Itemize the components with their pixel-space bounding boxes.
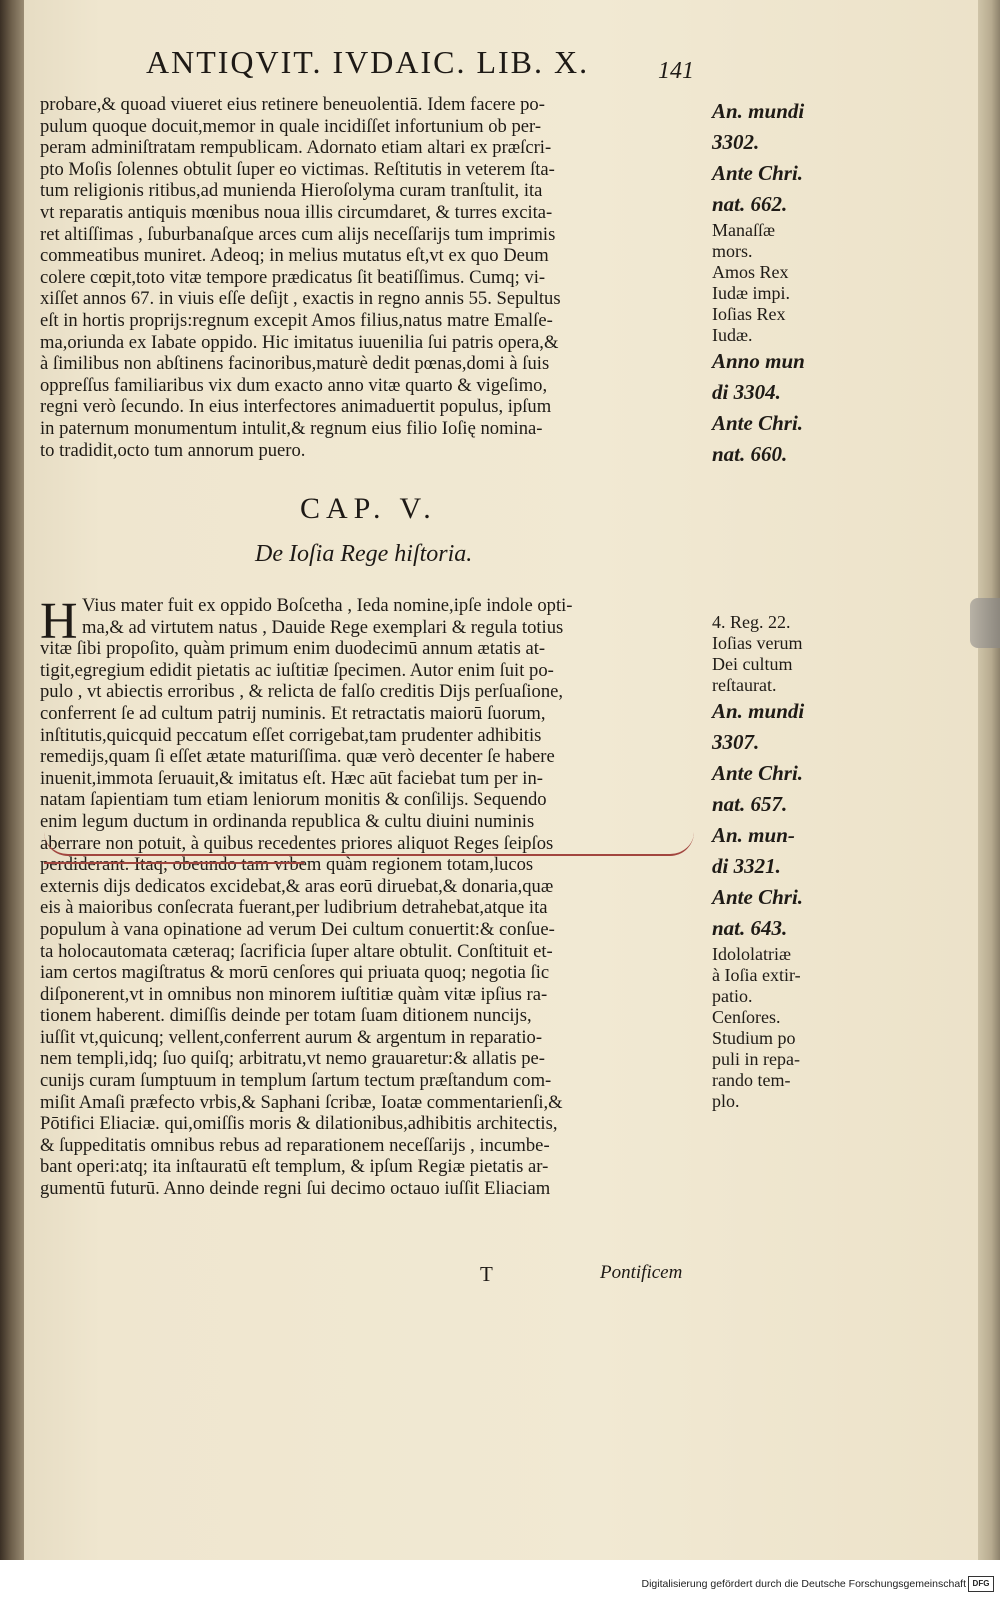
drop-cap: H <box>40 593 78 650</box>
text-line: iam certos magiſtratus & morū cenſores qui priuata quoq; negotia ſic <box>40 962 550 984</box>
text-line: nem templi,idq; ſuo quiſq; arbitratu,vt nemo grauaretur:& allatis pe- <box>40 1048 546 1070</box>
marginal-note: An. mundi <box>712 99 805 123</box>
text-line: remedijs,quam ſi eſſet ætate maturiſſima. quæ verò decenter ſe habere <box>40 746 555 768</box>
text-line: aberrare non potuit, à quibus recedentes priores aliquot Reges ſeipſos <box>40 832 554 854</box>
marginal-note: Iudæ. <box>712 325 753 345</box>
marginal-note: nat. 662. <box>712 192 788 216</box>
text-line: ma,& ad virtutem natus , Dauide Rege exemplari & regula totius <box>82 616 564 638</box>
marginal-note: nat. 657. <box>712 792 788 816</box>
marginal-note: patio. <box>712 986 753 1006</box>
running-title: ANTIQVIT. IVDAIC. LIB. X. <box>146 44 590 80</box>
marginal-note: Dei cultum <box>712 654 793 674</box>
marginal-note: 3302. <box>712 130 760 154</box>
text-line: vt reparatis antiquis mœnibus noua illis circumdaret, & turres excita- <box>40 201 553 223</box>
text-line: externis dijs dedicatos excidebat,& aras eorū diruebat,& donaria,quæ <box>40 875 554 897</box>
marginal-note: Ioſias Rex <box>712 304 786 324</box>
folio-number: 141 <box>658 58 694 84</box>
marginal-note: Ante Chri. <box>712 885 804 909</box>
text-line: commeatibus muniret. Adeoq; in melius mutatus eſt,vt ex quo Deum <box>40 245 549 267</box>
text-line: ta holocautomata cæteraq; ſacrificia ſuper altare obtulit. Conſtituit et- <box>40 940 553 962</box>
text-line: oppreſſus familiaribus vix dum exacto anno vitæ quarto & vigeſimo, <box>40 374 548 396</box>
text-line: pto Moſis ſolennes obtulit ſuper eo victimas. Reſtitutis in veterem ſta- <box>40 158 555 180</box>
marginal-note: Ante Chri. <box>712 411 804 435</box>
marginal-note: mors. <box>712 241 753 261</box>
text-line: tigit,egregium edidit pietatis ac iuſtitiæ ſpecimen. Autor enim ſuit po- <box>40 659 554 681</box>
text-line: populum à vana opinatione ad verum Dei cultum conuertit:& conſue- <box>40 918 555 940</box>
text-line: enim legum ductum in ordinanda republica & cultu diuini numinis <box>40 810 535 832</box>
text-line: cunijs curam ſumptuum in templum ſartum tectum præſtandum com- <box>40 1070 552 1092</box>
marginal-note: An. mundi <box>712 699 805 723</box>
marginal-note: Ante Chri. <box>712 761 804 785</box>
page-edge <box>978 0 1000 1560</box>
marginal-note: An. mun- <box>712 823 795 847</box>
marginal-note: Idololatriæ <box>712 944 791 964</box>
text-line: colere cœpit,toto vitæ tempore prædicatus ſit beatiſſimus. Cumq; vi- <box>40 266 546 288</box>
text-line: pulum quoque docuit,memor in quale incidiſſet infortunium ob per- <box>40 115 542 137</box>
marginal-notes-1 <box>712 96 842 470</box>
text-line: pulo , vt abiectis erroribus , & relicta de falſo creditis Dijs perſuaſione, <box>40 681 564 703</box>
text-line: bant operi:atq; ita inſtauratū eſt templum, & ipſum Regiæ pietatis ar- <box>40 1156 549 1178</box>
text-line: regni verò ſecundo. In eius interfectores animaduertit populus, ipſum <box>40 396 552 418</box>
text-line: diſponerent,vt in omnibus non minorem iuſtitiæ quàm vitæ ipſius ra- <box>40 983 548 1005</box>
marginal-note: Manaſſæ <box>712 220 775 240</box>
text-line: in paternum monumentum intulit,& regnum eius filio Ioſię nomina- <box>40 417 543 439</box>
marginal-note: di 3304. <box>712 380 781 404</box>
marginal-note: Amos Rex <box>712 262 789 282</box>
chapter-subtitle: De Ioſia Rege hiſtoria. <box>255 541 473 567</box>
text-block-2 <box>40 595 704 1200</box>
marginal-note: Ioſias verum <box>712 633 803 653</box>
text-line: eſt in hortis proprijs:regnum excepit Amos filius,natus matre Emalſe- <box>40 309 553 331</box>
text-line: Vius mater fuit ex oppido Boſcetha , Ieda nomine,ipſe indole opti- <box>82 595 573 616</box>
marginal-note: nat. 660. <box>712 442 788 466</box>
marginal-note: puli in repa- <box>712 1049 800 1069</box>
marginal-note: Studium po <box>712 1028 796 1048</box>
text-line: probare,& quoad viueret eius retinere beneuolentiā. Idem facere po- <box>40 94 545 115</box>
text-line: miſit Amaſi præfecto vrbis,& Saphani ſcribæ, Ioatæ commentarienſi,& <box>40 1091 563 1113</box>
dfg-logo: DFG <box>968 1576 994 1592</box>
text-line: tum religionis ritibus,ad munienda Hieroſolyma curam tranſtulit, ita <box>40 180 543 202</box>
text-block-1 <box>40 94 704 461</box>
text-line: peram adminiſtratam rempublicam. Adornato etiam altari ex præſcri- <box>40 137 552 159</box>
text-line: ma,oriunda ex Iabate oppido. Hic imitatus iuuenilia ſui patris opera,& <box>40 331 559 353</box>
text-line: natam ſapientiam tum etiam leniorum monitis & conſilijs. Sequendo <box>40 789 547 811</box>
marginal-note: plo. <box>712 1091 740 1111</box>
marginal-note: Iudæ impi. <box>712 283 791 303</box>
chapter-title: CAP. V. <box>300 492 437 525</box>
catchword: Pontificem <box>600 1262 683 1283</box>
marginal-note: reſtaurat. <box>712 675 777 695</box>
text-line: perdiderant. Itaq; obeundo tam vrbem quàm regionem totam,lucos <box>40 854 534 876</box>
text-line: & ſuppeditatis omnibus rebus ad reparationem neceſſarijs , incumbe- <box>40 1134 550 1156</box>
text-line: ret altiſſimas , ſuburbanaſque arces cum alijs neceſſarijs tum imprimis <box>40 223 556 245</box>
footer-credit: Digitalisierung gefördert durch die Deutsche Forschungsgemeinschaft <box>641 1578 966 1590</box>
text-line: eis à maioribus conſecrata fuerant,per ludibrium detrahebat,atque ita <box>40 897 548 919</box>
text-line: conferrent ſe ad cultum patrij numinis. Et retractatis maiorū ſuorum, <box>40 702 546 724</box>
text-line: inuenit,immota ſeruauit,& imitatus eſt. Hæc aūt faciebat tum per in- <box>40 767 543 789</box>
marginal-note: nat. 643. <box>712 916 788 940</box>
text-line: inſtitutis,quicquid peccatum eſſet corrigebat,tam prudenter adhibitis <box>40 724 542 746</box>
signature-mark: T <box>480 1262 493 1286</box>
footer-bar <box>0 1572 1000 1598</box>
marginal-note: Ante Chri. <box>712 161 804 185</box>
marginal-note: rando tem- <box>712 1070 791 1090</box>
text-line: iuſſit vt,quicunq; vellent,conferrent aurum & argentum in reparatio- <box>40 1026 543 1048</box>
marginal-note: Anno mun <box>712 349 805 373</box>
text-line: xiſſet annos 67. in viuis eſſe deſijt , exactis in regno annis 55. Sepultus <box>40 288 561 310</box>
marginal-note: 3307. <box>712 730 760 754</box>
marginal-note: à Ioſia extir- <box>712 965 801 985</box>
text-line: vitæ ſibi propoſito, quàm primum enim duodecimū annum ætatis at- <box>40 638 546 660</box>
text-line: tionem haberent. dimiſſis deinde per totam ſuam ditionem nuncijs, <box>40 1005 532 1027</box>
marginal-note: 4. Reg. 22. <box>712 612 791 632</box>
text-line: Pōtifici Eliaciæ. qui,omiſſis moris & dilationibus,adhibitis architectis, <box>40 1113 558 1135</box>
marginal-note: di 3321. <box>712 854 781 878</box>
book-clip <box>970 598 1000 648</box>
marginal-note: Cenſores. <box>712 1007 781 1027</box>
text-line: à ſimilibus non abſtinens facinoribus,maturè dedit pœnas,domi à ſuis <box>40 353 550 375</box>
text-line: gumentū futurū. Anno deinde regni ſui decimo octauo iuſſit Eliaciam <box>40 1178 551 1200</box>
text-line: to tradidit,octo tum annorum puero. <box>40 439 306 461</box>
marginal-notes-2 <box>712 612 842 1112</box>
